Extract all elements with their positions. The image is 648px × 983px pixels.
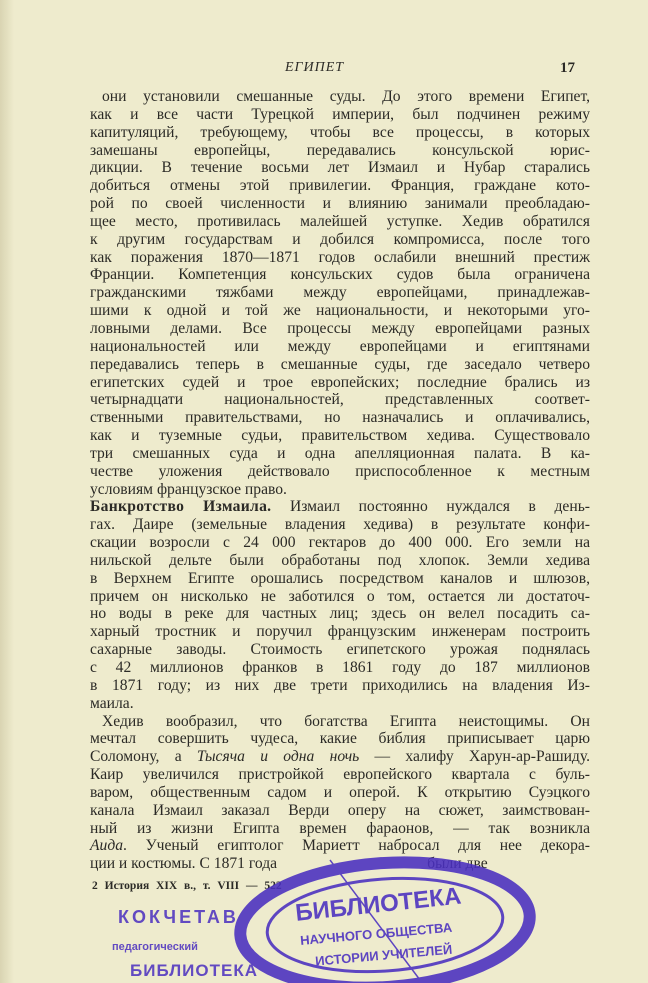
text-run: мечтал совершить чудеса, какие библия приписывает царю: [90, 730, 590, 748]
text-line: [90, 695, 590, 713]
text-line: [90, 802, 590, 820]
text-line: [90, 142, 590, 160]
text-run: ции и костюмы. С 1871 года: [90, 855, 278, 873]
italic-title: Тысяча и одна ночь: [196, 748, 360, 766]
text-line: [90, 588, 590, 606]
text-run: дикции. В течение восьми лет Измаил и Нубар старались: [90, 159, 590, 177]
text-run: передавались теперь в смешанные суды, где заседало четверо: [90, 355, 590, 373]
stamp-line: ИСТОРИИ УЧИТЕЛЕЙ: [314, 941, 453, 969]
text-run: скации возросли с 24 000 гектаров до 400 000. Его земли на: [90, 534, 590, 552]
text-run: Франции. Компетенция консульских судов была ограничена: [90, 266, 590, 284]
text-line: [90, 213, 590, 231]
text-line: [90, 88, 590, 106]
text-line: [90, 106, 590, 124]
text-run: гах. Даире (земельные владения хедива) в результате конфи-: [90, 516, 590, 534]
text-run: египетских судей и трое европейских; последние брались из: [90, 373, 590, 391]
text-line: [90, 284, 590, 302]
section-heading-inline: Банкротство Измаила.: [90, 498, 272, 516]
text-line: [90, 481, 590, 499]
text-line: [90, 516, 590, 534]
text-run: были две: [427, 855, 488, 873]
text-run: — халифу Харун-ар-Рашиду.: [359, 748, 590, 766]
text-run: три смешанных суда и одна апелляционная палата. В ка-: [90, 444, 590, 462]
text-run: ловными делами. Все процессы между европейцами разных: [90, 319, 590, 337]
text-run: капитуляций, требующему, чтобы все процессы, в которых: [90, 123, 590, 141]
stamp-line: КОКЧЕТАВ: [118, 907, 239, 927]
text-line: [90, 570, 590, 588]
stamp-line: БИБЛИОТЕКА: [130, 961, 258, 980]
text-run: харный тростник и поручил французским инженерам построить: [90, 623, 590, 641]
text-line: [90, 641, 590, 659]
text-line: [90, 124, 590, 142]
text-line: [90, 659, 590, 677]
text-run: честве уложения действовало приспособленное к местным: [90, 462, 590, 480]
text-line: [90, 534, 590, 552]
text-run: в Верхнем Египте орошались посредством каналов и шлюзов,: [90, 569, 590, 587]
text-run: сахарные заводы. Стоимость египетского урожая поднялась: [90, 641, 590, 659]
text-run: ственными правительствами, но назначались и оплачивались,: [90, 409, 590, 427]
page-number: 17: [560, 60, 575, 76]
text-run: они установили смешанные суды. До этого времени Египет,: [102, 88, 590, 105]
text-run: национальностей или между европейцами и египтянами: [90, 337, 590, 355]
text-run: щее место, противилась малейшей уступке. Хедив обратился: [90, 212, 590, 230]
text-line: [90, 374, 590, 392]
text-run: шими к одной и той же национальности, и некоторыми уго-: [90, 302, 590, 320]
text-run: условиям французское право.: [90, 480, 287, 498]
text-line: [90, 195, 590, 213]
text-run: канала Измаил заказал Верди оперу на сюжет, заимствован-: [90, 801, 590, 819]
text-line: [90, 177, 590, 195]
text-line: [90, 231, 590, 249]
text-line: [90, 605, 590, 623]
text-run: причем он нисколько не заботился о том, остается ли достаточ-: [90, 587, 590, 605]
text-run: с 42 миллионов франков в 1861 году до 187 миллионов: [90, 659, 590, 676]
text-line: [90, 784, 590, 802]
text-run: варом, общественным садом и оперой. К открытию Суэцкого: [90, 783, 590, 801]
text-run: как и туземные судьи, правительством хедива. Существовало: [90, 427, 590, 445]
running-head-title: ЕГИПЕТ: [285, 60, 345, 75]
text-line: [90, 463, 590, 481]
library-stamps: [0, 840, 648, 983]
text-line: [90, 623, 590, 641]
text-run: маила.: [90, 694, 134, 712]
text-line: [90, 302, 590, 320]
text-line: [90, 338, 590, 356]
text-line: [90, 713, 590, 731]
text-run: гражданскими тяжбами между европейцами, принадлежав-: [90, 284, 590, 302]
text-line: [90, 498, 590, 516]
stamp-line: НАУЧНОГО ОБЩЕСТВА: [299, 919, 453, 948]
text-run: Каир увеличился пристройкой европейского квартала с буль-: [90, 766, 590, 784]
page-edge-shadow: [0, 0, 14, 983]
text-line: [90, 748, 590, 766]
stamp-line: БИБЛИОТЕКА: [294, 882, 463, 927]
text-run: рой по своей численности и влиянию занимали преобладаю-: [90, 195, 590, 213]
text-line: [90, 766, 590, 784]
stamp-line: педагогический: [112, 941, 198, 953]
text-run: ный из жизни Египта времен фараонов, — так возникла: [90, 819, 590, 837]
text-run: но воды в реке для частных лиц; здесь он велел посадить са-: [90, 605, 590, 623]
oval-library-stamp: [236, 853, 534, 983]
text-line: [90, 409, 590, 427]
text-run: как и все части Турецкой империи, был подчинен режиму: [90, 105, 590, 123]
text-line: [90, 677, 590, 695]
text-line: [90, 820, 590, 838]
text-run: Измаил постоянно нуждался в день-: [271, 498, 590, 516]
footnote-signature: 2 История XIX в., т. VIII — 522: [92, 880, 282, 892]
text-line: [90, 445, 590, 463]
text-line: [90, 249, 590, 267]
text-run: добиться отмены этой привилегии. Франция, граждане кото-: [90, 177, 590, 195]
text-run: . Ученый египтолог Мариетт набросал для нее декора-: [123, 837, 590, 855]
text-line: [90, 730, 590, 748]
text-line: [90, 356, 590, 374]
text-line: [90, 320, 590, 338]
text-line: [90, 427, 590, 445]
text-line: [90, 159, 590, 177]
text-run: Хедив вообразил, что богатства Египта неистощимы. Он: [102, 712, 590, 730]
text-run: к другим государствам и добился компромисса, после того: [90, 230, 590, 248]
text-run: нильской дельте были обработаны под хлопок. Земли хедива: [90, 551, 590, 569]
text-run: как поражения 1870—1871 годов ослабили внешний престиж: [90, 248, 590, 266]
italic-title: Аида: [90, 837, 124, 855]
text-line: [90, 266, 590, 284]
running-head: [0, 60, 648, 80]
text-line: [90, 552, 590, 570]
body-text: [90, 88, 590, 873]
text-run: четырнадцати национальностей, представленных соответ-: [90, 391, 590, 409]
text-run: Соломону, а: [90, 748, 197, 766]
text-run: в 1871 году; из них две трети приходились на владения Из-: [90, 676, 590, 694]
text-line: [90, 391, 590, 409]
text-run: замешаны европейцы, передавались консульской юрис-: [90, 141, 590, 159]
